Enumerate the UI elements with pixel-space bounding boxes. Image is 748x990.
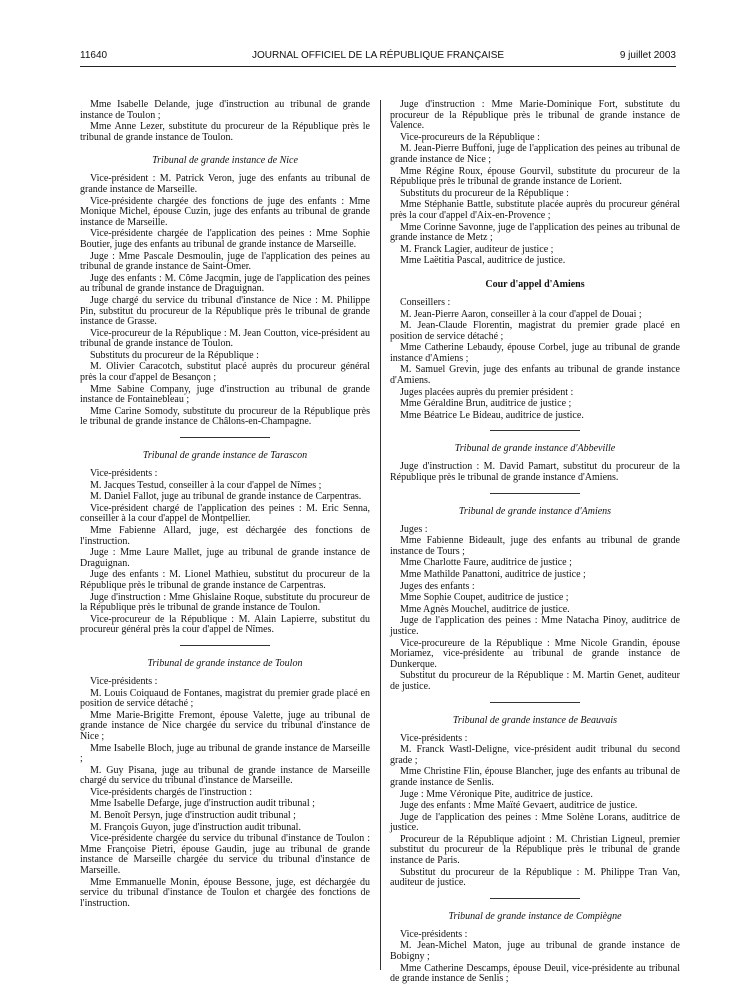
appointment-paragraph: Juges : — [400, 523, 428, 535]
appointment-paragraph: M. Jean-Pierre Aaron, conseiller à la cour d'appel de Douai ; — [400, 308, 642, 320]
appointment-paragraph: Vice-procureur de la République : M. Alain Lapierre, substitut du procureur général près la cour d'appel de Nîmes. — [80, 613, 370, 636]
appointment-paragraph: Mme Isabelle Defarge, juge d'instruction audit tribunal ; — [90, 798, 315, 810]
appointment-paragraph: Vice-président chargé de l'application des peines : M. Eric Senna, conseiller à la cour d'appel de Montpellier. — [80, 502, 370, 525]
appointment-paragraph: Juge d'instruction : Mme Marie-Dominique Fort, substitute du procureur de la République près le tribunal de grande instance de Valence. — [390, 99, 680, 132]
appointment-paragraph: Vice-procureurs de la République : — [400, 131, 540, 143]
appointment-paragraph: M. Jean-Pierre Buffoni, juge de l'application des peines au tribunal de grande instance de Nice ; — [390, 143, 680, 165]
appointment-paragraph: Vice-présidente chargée de l'application des peines : Mme Sophie Boutier, juge des enfants au tribunal de grande instance de Marseille. — [80, 228, 370, 250]
appointment-paragraph: Substitut du procureur de la République : M. Martin Genet, auditeur de justice. — [390, 670, 680, 692]
section-heading: Tribunal de grande instance de Nice — [152, 155, 298, 167]
column-divider — [380, 100, 381, 970]
appointment-paragraph: Mme Christine Flin, épouse Blancher, juge des enfants au tribunal de grande instance de Senlis. — [390, 766, 680, 788]
appointment-paragraph: M. Guy Pisana, juge au tribunal de grande instance de Marseille chargé du service du tribunal d'instance de Marseille. — [80, 764, 370, 787]
appointment-paragraph: M. Jean-Michel Maton, juge au tribunal de grande instance de Bobigny ; — [390, 940, 680, 963]
appointment-paragraph: Mme Catherine Lebaudy, épouse Corbel, juge au tribunal de grande instance d'Amiens ; — [390, 342, 680, 364]
appointment-paragraph: Juge de l'application des peines : Mme Solène Lorans, auditrice de justice. — [390, 811, 680, 834]
appointment-paragraph: Mme Mathilde Panattoni, auditrice de justice ; — [400, 569, 586, 580]
header-rule — [80, 66, 676, 67]
appointment-paragraph: Substitut du procureur de la République : M. Philippe Tran Van, auditeur de justice. — [390, 866, 680, 889]
appointment-paragraph: Juge : Mme Véronique Pite, auditrice de justice. — [400, 788, 593, 800]
section-heading: Tribunal de grande instance de Beauvais — [452, 714, 618, 726]
publication-date: 9 juillet 2003 — [619, 50, 676, 61]
appointment-paragraph: Mme Sabine Company, juge d'instruction au tribunal de grande instance de Fontainebleau ; — [80, 383, 370, 406]
section-heading: Tribunal de grande instance de Compiègne — [448, 910, 622, 922]
appointment-paragraph: M. Samuel Grevin, juge des enfants au tribunal de grande instance d'Amiens. — [390, 364, 680, 387]
appointment-paragraph: Vice-présidents : — [400, 928, 468, 940]
appointment-paragraph: Mme Marie-Brigitte Fremont, épouse Valette, juge au tribunal de grande instance de Nice chargée du service du tribunal d'instance de Nice ; — [80, 709, 370, 742]
section-separator — [490, 898, 580, 899]
appointment-paragraph: Vice-présidents : — [400, 732, 468, 744]
appointment-paragraph: Mme Stéphanie Battle, substitute placée auprès du procureur général près la cour d'appel d'Aix-en-Provence ; — [390, 199, 680, 221]
appointment-paragraph: Mme Anne Lezer, substitute du procureur de la République près le tribunal de grande instance de Toulon. — [80, 121, 370, 143]
appointment-paragraph: Mme Fabienne Allard, juge, est déchargée des fonctions de l'instruction. — [80, 525, 370, 547]
appointment-paragraph: Vice-présidents chargés de l'instruction : — [90, 786, 253, 798]
appointment-paragraph: M. Olivier Caracotch, substitut placé auprès du procureur général près la cour d'appel de Besançon ; — [80, 361, 370, 384]
left-column — [80, 100, 370, 970]
section-separator — [180, 645, 270, 646]
appointment-paragraph: Mme Géraldine Brun, auditrice de justice ; — [400, 398, 572, 410]
appointment-paragraph: Mme Corinne Savonne, juge de l'application des peines au tribunal de grande instance de Metz ; — [390, 221, 680, 244]
appointment-paragraph: Mme Régine Roux, épouse Gourvil, substitute du procureur de la République près le tribunal de grande instance de Lorient. — [390, 165, 680, 188]
appointment-paragraph: Vice-présidents : — [90, 675, 158, 687]
section-heading: Cour d'appel d'Amiens — [485, 278, 585, 290]
appointment-paragraph: Mme Béatrice Le Bideau, auditrice de justice. — [400, 409, 584, 421]
appointment-paragraph: Procureur de la République adjoint : M. Christian Ligneul, premier substitut du procureur de la République près le tribunal de grande instance de Paris. — [390, 833, 680, 867]
appointment-paragraph: Juge chargé du service du tribunal d'instance de Nice : M. Philippe Pin, substitut du procureur de la République près le tribunal de grande instance de Grasse. — [80, 294, 370, 328]
appointment-paragraph: Juge des enfants : M. Côme Jacqmin, juge de l'application des peines au tribunal de grande instance de Draguignan. — [80, 272, 370, 295]
appointment-paragraph: Mme Agnès Mouchel, auditrice de justice. — [400, 603, 570, 615]
section-separator — [490, 702, 580, 703]
appointment-paragraph: Mme Sophie Coupet, auditrice de justice ; — [400, 592, 569, 604]
appointment-paragraph: M. Louis Coiquaud de Fontanes, magistrat du premier grade placé en position de service détaché ; — [80, 687, 370, 710]
appointment-paragraph: Mme Laëtitia Pascal, auditrice de justice. — [400, 255, 566, 267]
section-heading: Tribunal de grande instance d'Amiens — [458, 505, 612, 517]
appointment-paragraph: Vice-président : M. Patrick Veron, juge des enfants au tribunal de grande instance de Marseille. — [80, 173, 370, 195]
appointment-paragraph: Juge des enfants : Mme Maïté Gevaert, auditrice de justice. — [400, 800, 638, 812]
appointment-paragraph: M. Daniel Fallot, juge au tribunal de grande instance de Carpentras. — [90, 491, 362, 503]
section-heading: Tribunal de grande instance d'Abbeville — [454, 443, 616, 455]
page-header — [80, 50, 676, 66]
appointment-paragraph: Vice-procureur de la République : M. Jean Coutton, vice-président au tribunal de grande instance de Toulon. — [80, 327, 370, 350]
appointment-paragraph: M. François Guyon, juge d'instruction audit tribunal. — [90, 821, 301, 833]
appointment-paragraph: Mme Isabelle Delande, juge d'instruction au tribunal de grande instance de Toulon ; — [80, 99, 370, 121]
appointment-paragraph: Vice-présidente chargée du service du tribunal d'instance de Toulon : Mme Françoise Pietri, épouse Gaudin, juge au tribunal de grande instance de Marseille chargée du service du tribunal d'instance de Marseille. — [80, 833, 370, 877]
appointment-paragraph: Mme Fabienne Bideault, juge des enfants au tribunal de grande instance de Tours ; — [390, 535, 680, 557]
appointment-paragraph: Vice-présidente chargée des fonctions de juge des enfants : Mme Monique Michel, épouse Cuzin, juge des enfants au tribunal de grande instance de Marseille. — [80, 195, 370, 228]
appointment-paragraph: Juge d'instruction : M. David Pamart, substitut du procureur de la République près le tribunal de grande instance d'Amiens. — [390, 461, 680, 484]
appointment-paragraph: Substituts du procureur de la République : — [400, 187, 569, 199]
appointment-paragraph: Juge : Mme Laure Mallet, juge au tribunal de grande instance de Draguignan. — [80, 547, 370, 569]
section-separator — [180, 437, 270, 438]
appointment-paragraph: Juges placées auprès du premier président : — [400, 386, 574, 398]
appointment-paragraph: M. Franck Wastl-Deligne, vice-président audit tribunal du second grade ; — [390, 744, 680, 766]
appointment-paragraph: Vice-procureure de la République : Mme Nicole Grandin, épouse Moriamez, vice-présidente au tribunal de grande instance de Dunkerque. — [390, 637, 680, 670]
page-number: 11640 — [80, 50, 108, 61]
appointment-paragraph: M. Franck Lagier, auditeur de justice ; — [400, 243, 554, 255]
appointment-paragraph: Vice-présidents : — [90, 468, 158, 480]
section-heading: Tribunal de grande instance de Tarascon — [142, 450, 308, 462]
section-separator — [490, 493, 580, 494]
appointment-paragraph: Juge : Mme Pascale Desmoulin, juge de l'application des peines au tribunal de grande instance de Saint-Omer. — [80, 250, 370, 273]
right-column — [390, 99, 680, 985]
section-heading: Tribunal de grande instance de Toulon — [147, 657, 303, 669]
appointment-paragraph: Mme Emmanuelle Monin, épouse Bessone, juge, est déchargée du service du tribunal d'instance de Toulon et chargée des fonctions de l'instruction. — [80, 876, 370, 909]
appointment-paragraph: M. Benoît Persyn, juge d'instruction audit tribunal ; — [90, 810, 296, 822]
journal-title: JOURNAL OFFICIEL DE LA RÉPUBLIQUE FRANÇAISE — [251, 50, 505, 61]
appointment-paragraph: Substituts du procureur de la République : — [90, 349, 259, 361]
text-columns — [80, 99, 680, 985]
appointment-paragraph: M. Jean-Claude Florentin, magistrat du premier grade placé en position de service détaché ; — [390, 320, 680, 342]
section-separator — [490, 430, 580, 431]
appointment-paragraph: Mme Charlotte Faure, auditrice de justice ; — [400, 557, 572, 569]
appointment-paragraph: Mme Isabelle Bloch, juge au tribunal de grande instance de Marseille ; — [80, 742, 370, 765]
appointment-paragraph: Juges des enfants : — [400, 580, 475, 592]
appointment-paragraph: Juge de l'application des peines : Mme Natacha Pinoy, auditrice de justice. — [390, 615, 680, 637]
appointment-paragraph: Mme Carine Somody, substitute du procureur de la République près le tribunal de grande instance de Châlons-en-Champagne. — [80, 405, 370, 428]
appointment-paragraph: Juge d'instruction : Mme Ghislaine Roque, substitute du procureur de la République près le tribunal de grande instance de Toulon. — [80, 591, 370, 614]
appointment-paragraph: M. Jacques Testud, conseiller à la cour d'appel de Nîmes ; — [90, 479, 322, 491]
appointment-paragraph: Juge des enfants : M. Lionel Mathieu, substitut du procureur de la République près le tribunal de grande instance de Carpentras. — [80, 569, 370, 591]
appointment-paragraph: Conseillers : — [400, 296, 451, 308]
appointment-paragraph: Mme Catherine Descamps, épouse Deuil, vice-présidente au tribunal de grande instance de Senlis ; — [390, 962, 680, 985]
